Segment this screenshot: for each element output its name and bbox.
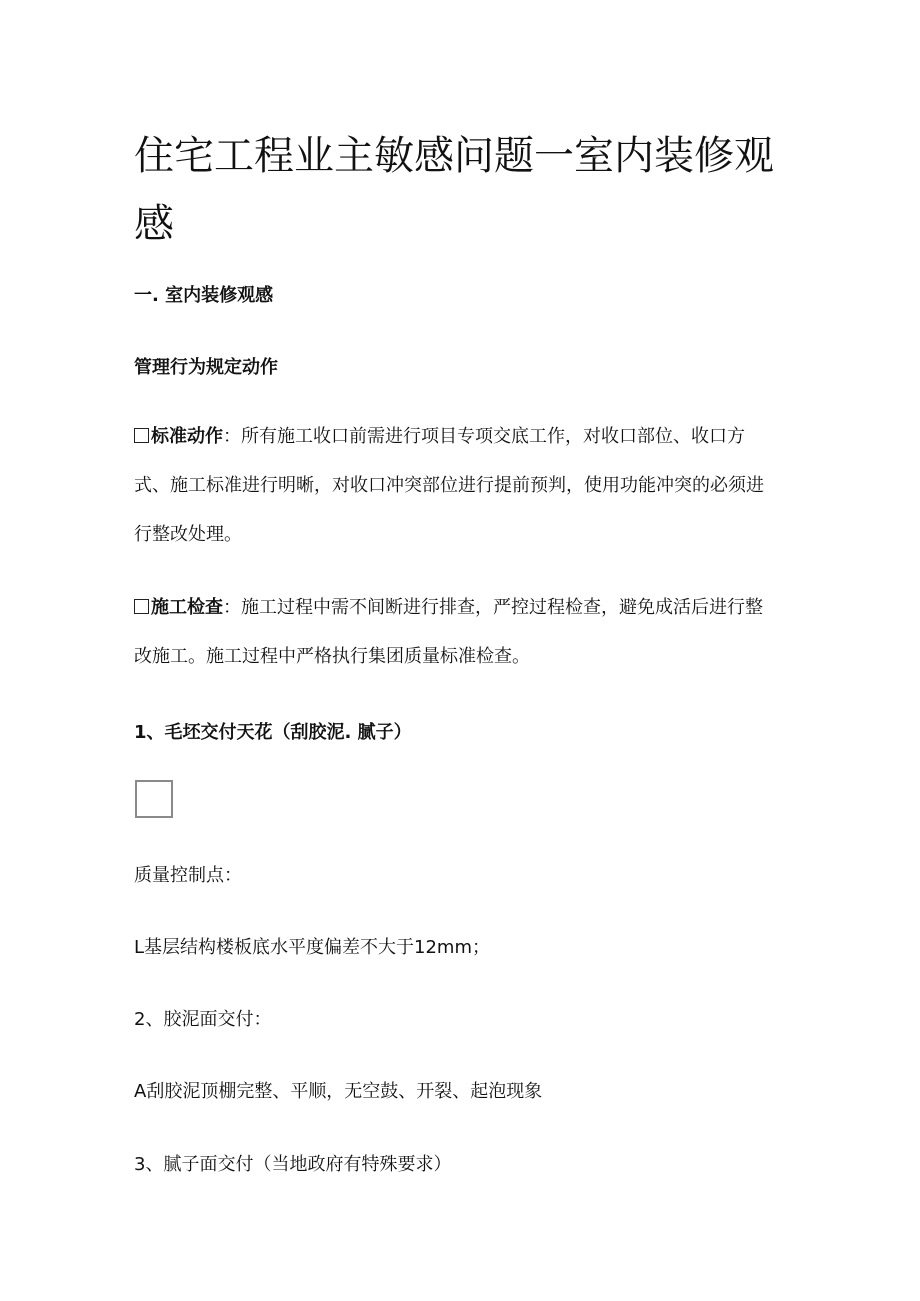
standard-action-label: 标准动作 — [151, 426, 223, 447]
subheading-management: 管理行为规定动作 — [134, 357, 278, 378]
checkbox-icon — [134, 599, 149, 614]
section-heading: 一. 室内装修观感 — [134, 285, 274, 306]
point-l-text: L基层结构楼板底水平度偏差不大于12mm； — [134, 937, 490, 958]
standard-action-text: ：所有施工收口前需进行项目专项交底工作，对收口部位、收口方式、施工标准进行明晰，对收口冲突部位进行提前预判，使用功能冲突的必须进行整改处理。 — [134, 426, 764, 545]
item1-heading: 1、毛坯交付天花（刮胶泥. 腻子） — [134, 722, 412, 743]
checkbox-icon — [134, 428, 149, 443]
construction-check-text: ：施工过程中需不间断进行排查，严控过程检查，避免成活后进行整改施工。施工过程中严格执行集团质量标准检查。 — [134, 597, 763, 667]
standard-action-paragraph — [134, 412, 774, 559]
construction-check-label: 施工检查 — [151, 597, 223, 618]
image-placeholder — [135, 780, 173, 818]
document-title: 住宅工程业主敏感问题一室内装修观感 — [134, 133, 774, 247]
quality-points-label: 质量控制点： — [134, 865, 242, 886]
item3-text: 3、腻子面交付（当地政府有特殊要求） — [134, 1154, 452, 1175]
item2-text: 2、胶泥面交付： — [134, 1009, 272, 1030]
construction-check-paragraph — [134, 583, 774, 681]
point-a-text: A刮胶泥顶棚完整、平顺，无空鼓、开裂、起泡现象 — [134, 1081, 543, 1102]
